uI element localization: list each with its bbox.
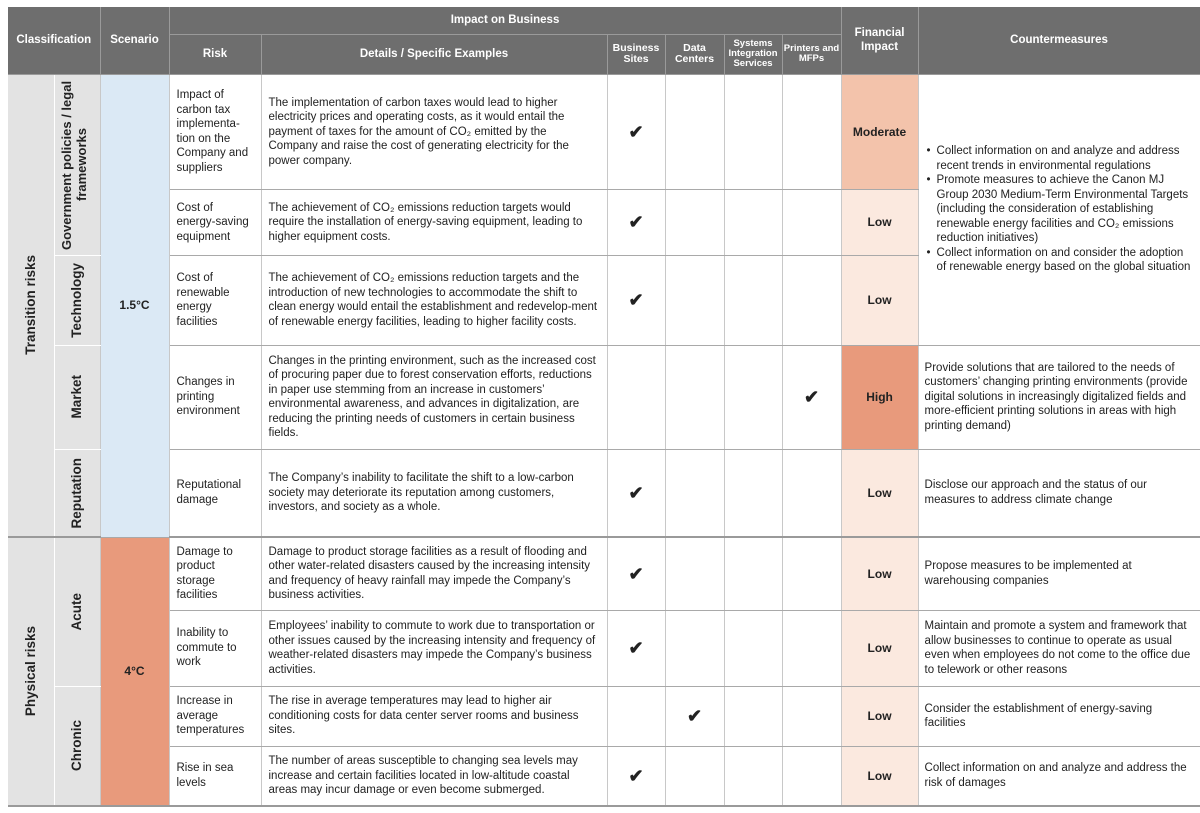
check-icon: ✔ — [607, 610, 665, 686]
data-centers-header: Data Centers — [665, 34, 724, 74]
climate-risk-table — [8, 7, 1200, 807]
printers-mfps-header: Printers and MFPs — [782, 34, 841, 74]
systems-integration-header: Systems Integration Services — [724, 34, 782, 74]
shared-countermeasures-cell — [918, 74, 1200, 345]
check-icon — [724, 610, 782, 686]
risk-cell: Increase in average temperatures — [169, 686, 261, 746]
check-icon — [724, 74, 782, 190]
check-icon — [782, 686, 841, 746]
risk-cell: Cost of energy-saving equipment — [169, 190, 261, 255]
business-sites-header: Business Sites — [607, 34, 665, 74]
check-icon — [782, 537, 841, 610]
check-icon — [782, 74, 841, 190]
check-icon — [665, 610, 724, 686]
check-icon: ✔ — [607, 449, 665, 537]
check-icon — [782, 255, 841, 345]
details-cell: Changes in the printing environment, such as the increased cost of procuring paper due to forest conservation efforts, reductions in paper use stemming from an increase in customers’ environmental awareness, and advances in digitalization, are reducing the printing needs of customers in certain business fields. — [261, 345, 607, 449]
acute-label: Acute — [69, 592, 84, 631]
risk-cell: Impact of carbon tax implementa-tion on the Company and suppliers — [169, 74, 261, 190]
details-header: Details / Specific Examples — [261, 34, 607, 74]
financial-impact-high: High — [841, 345, 918, 449]
details-cell: The Company’s inability to facilitate the shift to a low-carbon society may deteriorate its reputation among customers, investors, and society as a whole. — [261, 449, 607, 537]
physical-risks-label: Physical risks — [22, 626, 38, 717]
check-icon — [724, 746, 782, 806]
financial-impact-low: Low — [841, 746, 918, 806]
scenario-header: Scenario — [100, 7, 169, 74]
countermeasure-cell: Propose measures to be implemented at warehousing companies — [918, 537, 1200, 610]
financial-impact-low: Low — [841, 449, 918, 537]
check-icon — [724, 449, 782, 537]
check-icon — [782, 610, 841, 686]
shared-countermeasures-list — [925, 144, 1193, 275]
financial-impact-low: Low — [841, 537, 918, 610]
check-icon: ✔ — [607, 255, 665, 345]
transition-risks-label: Transition risks — [22, 255, 38, 356]
countermeasure-item: • Promote measures to achieve the Canon MJ Group 2030 Medium-Term Environmental Targets (including the consideration of establishing renewable energy facilities and CO₂ emissions reduction initiatives) — [937, 173, 1193, 246]
transition-risks-cell — [8, 74, 54, 537]
market-cell — [54, 345, 100, 449]
check-icon — [665, 190, 724, 255]
check-icon — [665, 74, 724, 190]
check-icon — [665, 345, 724, 449]
risk-cell: Inability to commute to work — [169, 610, 261, 686]
scenario-1-5c: 1.5°C — [100, 74, 169, 537]
check-icon: ✔ — [607, 74, 665, 190]
check-icon — [665, 255, 724, 345]
check-icon: ✔ — [607, 537, 665, 610]
risk-cell: Cost of renewable energy facilities — [169, 255, 261, 345]
chronic-cell — [54, 686, 100, 806]
countermeasure-cell: Maintain and promote a system and framework that allow businesses to continue to operate as usual even when employees do not come to the office due to telework or other reasons — [918, 610, 1200, 686]
gov-policies-label: Government policies / legal frameworks — [59, 79, 89, 250]
check-icon: ✔ — [782, 345, 841, 449]
check-icon — [724, 255, 782, 345]
countermeasure-cell: Collect information on and analyze and address the risk of damages — [918, 746, 1200, 806]
impact-on-business-header: Impact on Business — [169, 7, 841, 34]
details-cell: The achievement of CO₂ emissions reduction targets would require the installation of energy-saving equipment, leading to higher equipment costs. — [261, 190, 607, 255]
financial-impact-low: Low — [841, 610, 918, 686]
check-icon: ✔ — [607, 190, 665, 255]
chronic-label: Chronic — [69, 720, 84, 772]
details-cell: Employees’ inability to commute to work due to transportation or other issues caused by the increasing intensity and frequency of weather-related disasters may impede the Company’s business activities. — [261, 610, 607, 686]
check-icon — [724, 537, 782, 610]
risk-cell: Damage to product storage facilities — [169, 537, 261, 610]
check-icon — [782, 746, 841, 806]
countermeasure-cell: Consider the establishment of energy-saving facilities — [918, 686, 1200, 746]
market-label: Market — [69, 375, 84, 419]
check-icon — [782, 449, 841, 537]
check-icon — [782, 190, 841, 255]
check-icon — [724, 190, 782, 255]
reputation-cell — [54, 449, 100, 537]
risk-cell: Rise in sea levels — [169, 746, 261, 806]
physical-risks-cell — [8, 537, 54, 806]
check-icon: ✔ — [665, 686, 724, 746]
check-icon — [607, 686, 665, 746]
risk-cell: Reputational damage — [169, 449, 261, 537]
technology-label: Technology — [69, 262, 84, 338]
risk-header: Risk — [169, 34, 261, 74]
check-icon — [607, 345, 665, 449]
countermeasure-item: • Collect information on and consider the adoption of renewable energy based on the global situation — [937, 246, 1193, 275]
details-cell: The number of areas susceptible to changing sea levels may increase and certain facilities located in low-altitude coastal areas may incur damage or even become submerged. — [261, 746, 607, 806]
check-icon: ✔ — [607, 746, 665, 806]
check-icon — [665, 746, 724, 806]
check-icon — [724, 686, 782, 746]
reputation-label: Reputation — [69, 457, 84, 528]
details-cell: The achievement of CO₂ emissions reduction targets and the introduction of new technologies to accommodate the shift to clean energy would entail the establishment and redevelop-ment of renewable energy facilities, leading to higher facility costs. — [261, 255, 607, 345]
scenario-4c: 4°C — [100, 537, 169, 806]
financial-impact-header: Financial Impact — [841, 7, 918, 74]
check-icon — [665, 449, 724, 537]
countermeasure-cell: Provide solutions that are tailored to the needs of customers’ changing printing environments (provide digital solutions in increasingly digitalized fields and more-efficient printing solutions in areas with high printing demand) — [918, 345, 1200, 449]
gov-policies-cell — [54, 74, 100, 255]
financial-impact-moderate: Moderate — [841, 74, 918, 190]
countermeasures-header: Countermeasures — [918, 7, 1200, 74]
details-cell: The implementation of carbon taxes would lead to higher electricity prices and operating costs, as it would entail the payment of taxes for the amount of CO₂ emitted by the Company and raise the cost of generating electricity for the power company. — [261, 74, 607, 190]
check-icon — [724, 345, 782, 449]
details-cell: The rise in average temperatures may lead to higher air conditioning costs for data center server rooms and business sites. — [261, 686, 607, 746]
financial-impact-low: Low — [841, 255, 918, 345]
countermeasure-item: • Collect information on and analyze and address recent trends in environmental regulations — [937, 144, 1193, 173]
classification-header: Classification — [8, 7, 100, 74]
financial-impact-low: Low — [841, 190, 918, 255]
acute-cell — [54, 537, 100, 686]
risk-cell: Changes in printing environment — [169, 345, 261, 449]
technology-cell — [54, 255, 100, 345]
financial-impact-low: Low — [841, 686, 918, 746]
details-cell: Damage to product storage facilities as a result of flooding and other water-related disasters caused by the increasing intensity and frequency of heavy rainfall may impede the Company’s business activities. — [261, 537, 607, 610]
check-icon — [665, 537, 724, 610]
countermeasure-cell: Disclose our approach and the status of our measures to address climate change — [918, 449, 1200, 537]
